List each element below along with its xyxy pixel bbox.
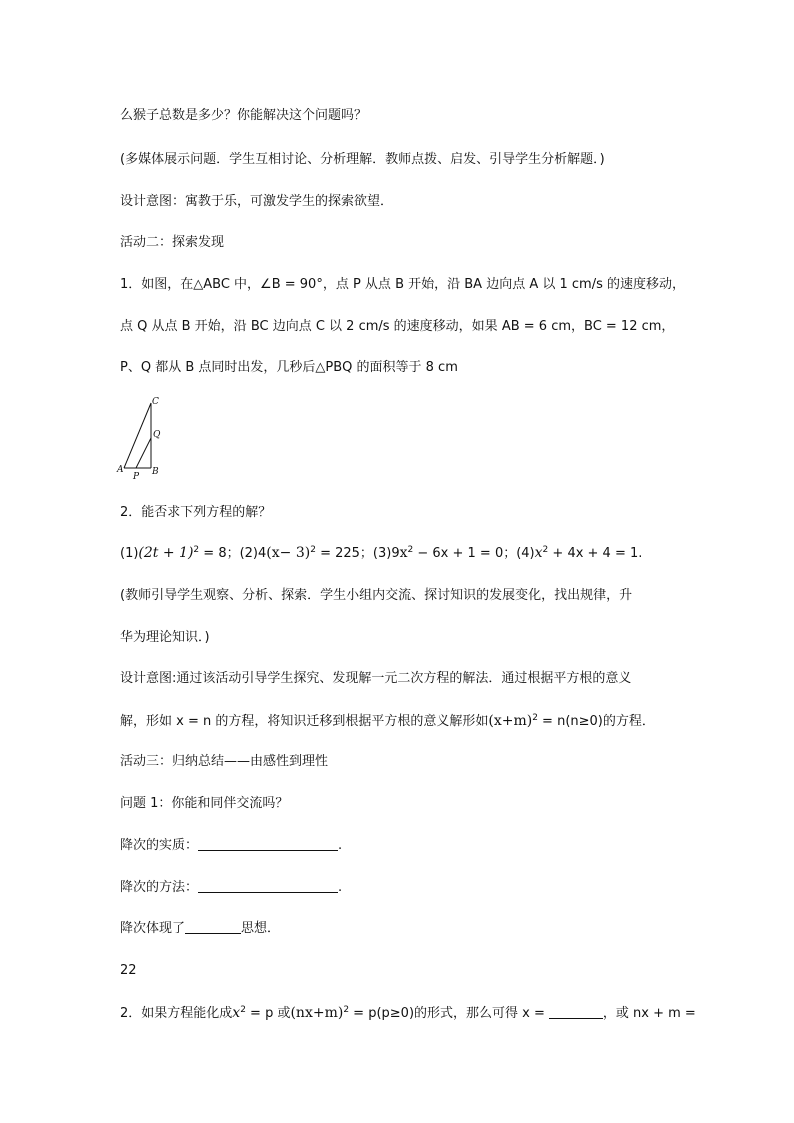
text-line: 么猴子总数是多少？你能解决这个问题吗？ [120, 108, 368, 123]
text-line: (教师引导学生观察、分析、探索．学生小组内交流、探讨知识的发展变化，找出规律，升 [120, 588, 633, 603]
section-heading: 活动三：归纳总结——由感性到理性 [120, 754, 329, 769]
vertex-label-b: B [152, 467, 159, 477]
text-line: 设计意图：寓教于乐，可激发学生的探索欲望． [120, 194, 394, 209]
answer-blank[interactable] [185, 921, 241, 934]
point-label-p: P [133, 472, 140, 482]
text-line: 华为理论知识．) [120, 630, 210, 645]
equations-line: $(1)(2t + 1)^2 = 8$；$(2)4(x- 3)^2 = 225$；$(3)9x^2 - 6x + 1 = 0$；$(4)x^2 + 4x + 4 = 1$. [120, 545, 643, 561]
text-line: (多媒体展示问题．学生互相讨论、分析理解．教师点拨、启发、引导学生分析解题．) [120, 152, 605, 167]
fill-blank-line: 降次的方法： . [120, 880, 343, 895]
text-line: 问题 1：你能和同伴交流吗？ [120, 796, 289, 811]
text-line: P、Q 都从 B 点同时出发，几秒后△PBQ 的面积等于 8 cm [120, 360, 458, 375]
answer-blank[interactable] [198, 880, 338, 893]
text-line: 2．能否求下列方程的解？ [120, 505, 272, 520]
text-line: 点 Q 从点 B 开始，沿 BC 边向点 C 以 2 cm/s 的速度移动，如果 AB = 6 cm，BC = 12 cm， [120, 319, 675, 334]
text-line: 1．如图，在△ABC 中，∠B = 90°，点 P 从点 B 开始，沿 BA 边向点 A 以 1 cm/s 的速度移动， [120, 277, 685, 292]
text-line: 22 [120, 963, 137, 978]
triangle-figure [116, 392, 176, 484]
text-line: 设计意图:通过该活动引导学生探究、发现解一元二次方程的解法．通过根据平方根的意义 [120, 671, 632, 686]
fill-blank-line: 降次的实质： . [120, 838, 343, 853]
vertex-label-c: C [152, 397, 159, 407]
point-label-q: Q [153, 430, 161, 440]
text-line: 解，形如 x = n 的方程，将知识迁移到根据平方根的意义解形如$(x+m)^2 = n(n\ge 0)$的方程． [120, 713, 655, 729]
answer-blank[interactable] [549, 1006, 603, 1019]
fill-blank-line: 降次体现了 思想． [120, 921, 281, 936]
answer-blank[interactable] [198, 838, 338, 851]
section-heading: 活动二：探索发现 [120, 235, 225, 250]
vertex-label-a: A [117, 465, 124, 475]
fill-blank-line: 2．如果方程能化成$x^2 = p$ 或$(nx+m)^2 = p(p\ge 0)$的形式，那么可得 x = ，或 nx + m = [120, 1005, 696, 1021]
